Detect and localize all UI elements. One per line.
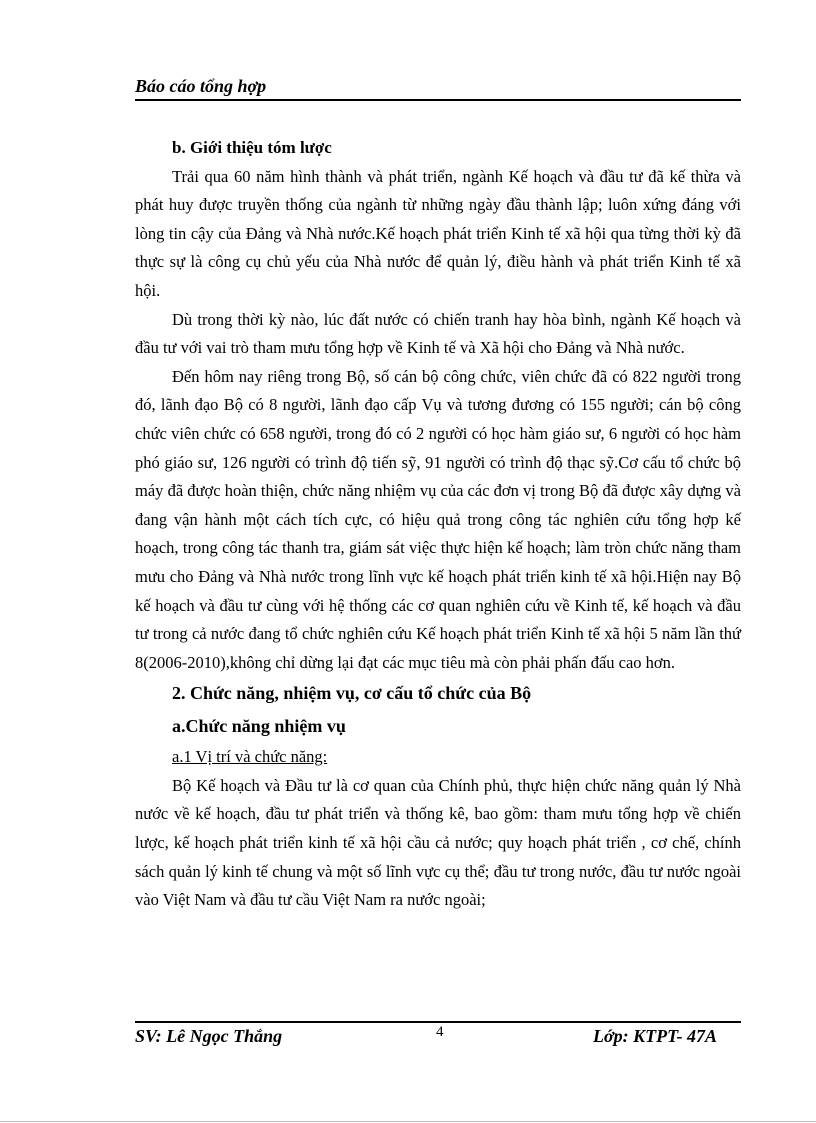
subsection-a1-heading bbox=[135, 743, 741, 772]
page-bottom-divider bbox=[0, 1121, 816, 1122]
footer-class: Lớp: KTPT- 47A bbox=[593, 1026, 717, 1046]
section-b-heading: b. Giới thiệu tóm lược bbox=[172, 138, 332, 157]
section-2-heading: 2. Chức năng, nhiệm vụ, cơ cấu tổ chức của Bộ bbox=[172, 683, 532, 704]
page-number: 4 bbox=[436, 1024, 444, 1040]
paragraph: Dù trong thời kỳ nào, lúc đất nước có chiến tranh hay hòa bình, ngành Kế hoạch và đầu tư với vai trò tham mưu tổng hợp về Kinh tế và Xã hội cho Đảng và Nhà nước. bbox=[135, 309, 741, 358]
footer-student: SV: Lê Ngọc Thắng bbox=[135, 1026, 283, 1046]
footer-rule bbox=[135, 1021, 741, 1023]
section-a-heading: a.Chức năng nhiệm vụ bbox=[172, 716, 346, 737]
subsection-a1-label: a.1 Vị trí và chức năng: bbox=[172, 747, 328, 767]
header-rule bbox=[135, 99, 741, 101]
header-title: Báo cáo tổng hợp bbox=[135, 76, 267, 96]
paragraph: Trải qua 60 năm hình thành và phát triển, ngành Kế hoạch và đầu tư đã kế thừa và phát huy được truyền thống của ngành từ những ngày đầu thành lập; luôn xứng đáng với lòng tin cậy của Đảng và Nhà nước.Kế hoạch phát triển Kinh tế xã hội qua từng thời kỳ đã thực sự là công cụ chủ yếu của Nhà nước để quản lý, điều hành và phát triển Kinh tế xã hội. bbox=[135, 166, 741, 300]
document-body bbox=[135, 134, 741, 915]
paragraph: Bộ Kế hoạch và Đầu tư là cơ quan của Chính phủ, thực hiện chức năng quản lý Nhà nước về kế hoạch, đầu tư phát triển và thống kê, bao gồm: tham mưu tổng hợp về chiến lược, kế hoạch phát triển kinh tế xã hội cầu cả nước; quy hoạch phát triển , cơ chế, chính sách quản lý kinh tế chung và một số lĩnh vực cụ thể; đầu tư trong nước, đầu tư nước ngoài vào Việt Nam và đầu tư cầu Việt Nam ra nước ngoài; bbox=[135, 775, 741, 910]
paragraph: Đến hôm nay riêng trong Bộ, số cán bộ công chức, viên chức đã có 822 người trong đó, lãnh đạo Bộ có 8 người, lãnh đạo cấp Vụ và tương đương có 155 người; cán bộ công chức viên chức có 658 người, trong đó có 2 người có học hàm giáo sư, 6 người có học hàm phó giáo sư, 126 người có trình độ tiến sỹ, 91 người có trình độ thạc sỹ.Cơ cấu tổ chức bộ máy đã được hoàn thiện, chức năng nhiệm vụ của các đơn vị trong Bộ đã được xây dựng và đang vận hành một cách tích cực, có hiệu quả trong công tác nghiên cứu tổng hợp kế hoạch, trong công tác thanh tra, giám sát việc thực hiện kế hoạch; làm tròn chức năng tham mưu cho Đảng và Nhà nước trong lĩnh vực kế hoạch phát triển kinh tế xã hội.Hiện nay Bộ kế hoạch và đầu tư cùng với hệ thống các cơ quan nghiên cứu về Kinh tế, kế hoạch và đầu tư trong cả nước đang tổ chức nghiên cứu Kế hoạch phát triển Kinh tế xã hội 5 năm lần thứ 8(2006-2010),không chỉ dừng lại đạt các mục tiêu mà còn phải phấn đấu cao hơn. bbox=[135, 366, 741, 672]
